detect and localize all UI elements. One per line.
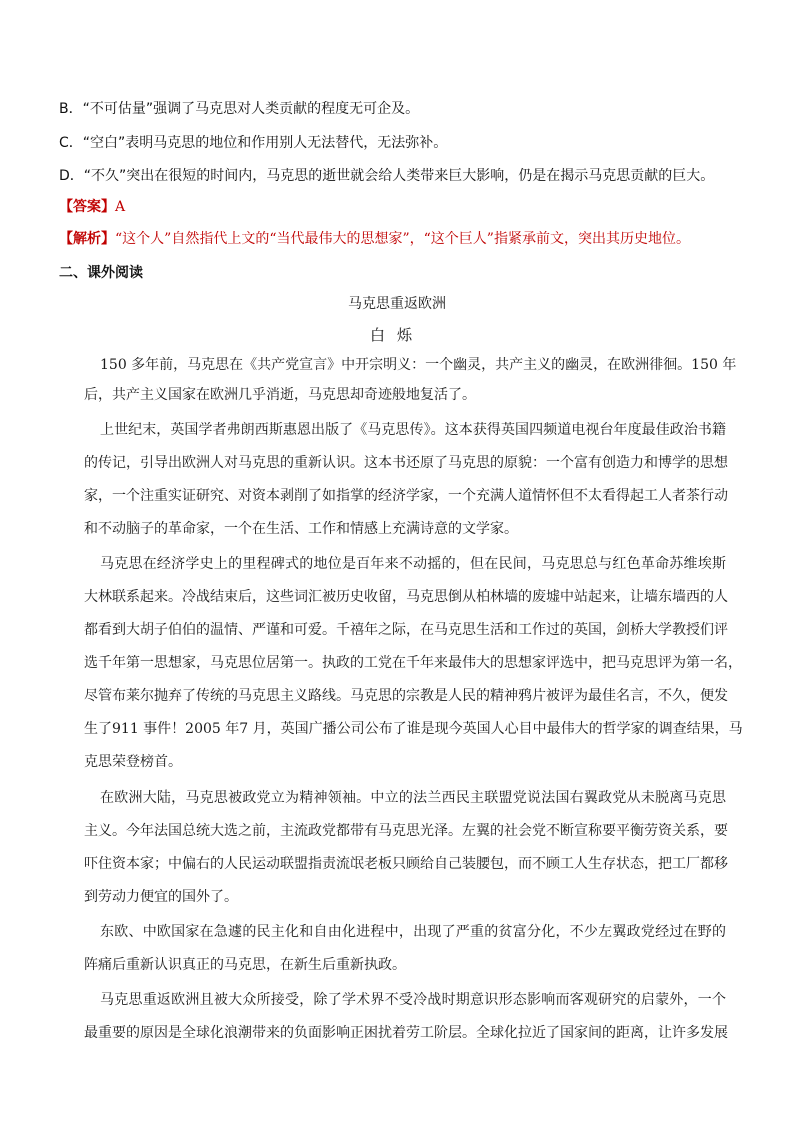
paragraph-line: 的传记，引导出欧洲人对马克思的重新认识。这本书还原了马克思的原貌：一个富有创造力和博学的思想 <box>84 455 728 471</box>
paragraph-line: 到劳动力便宜的国外了。 <box>84 889 238 905</box>
paragraph-line: 克思荣登榜首。 <box>84 754 182 770</box>
paragraph-line: 马克思重返欧洲且被大众所接受，除了学术界不受冷战时期意识形态影响而客观研究的启蒙外，一个 <box>100 992 726 1008</box>
answer-label: 【答案】 <box>59 199 115 215</box>
section-heading: 二、课外阅读 <box>59 265 143 281</box>
paragraph-line: 家，一个注重实证研究、对资本剥削了如指掌的经济学家，一个充满人道情怀但不太看得起工人者茶行动 <box>84 488 728 504</box>
option-b: B．“不可估量”强调了马克思对人类贡献的程度无可企及。 <box>59 101 420 117</box>
paragraph-line: 后，共产主义国家在欧洲几乎消逝，马克思却奇迹般地复活了。 <box>84 387 476 403</box>
analysis-label: 【解析】 <box>59 231 115 247</box>
option-c: C．“空白”表明马克思的地位和作用别人无法替代，无法弥补。 <box>59 135 448 151</box>
analysis-text: “这个人”自然指代上文的“当代最伟大的思想家”，“这个巨人”指紧承前文，突出其历史地位。 <box>115 231 690 247</box>
paragraph-line: 150 多年前，马克思在《共产党宣言》中开宗明义：一个幽灵，共产主义的幽灵，在欧洲徘徊。150 年 <box>100 357 737 373</box>
answer-value: A <box>115 199 126 215</box>
paragraph-line: 马克思在经济学史上的里程碑式的地位是百年来不动摇的，但在民间，马克思总与红色革命苏维埃斯 <box>100 556 726 572</box>
paragraph-line: 选千年第一思想家，马克思位居第一。执政的工党在千年来最伟大的思想家评选中，把马克思评为第一名， <box>84 655 742 671</box>
analysis-line <box>59 229 690 249</box>
paragraph-line: 东欧、中欧国家在急遽的民主化和自由化进程中，出现了严重的贫富分化，不少左翼政党经过在野的 <box>100 924 726 940</box>
paragraph-line: 上世纪末，英国学者弗朗西斯惠恩出版了《马克思传》。这本获得英国四频道电视台年度最佳政治书籍 <box>100 422 726 438</box>
paragraph-line: 和不动脑子的革命家，一个在生活、工作和情感上充满诗意的文学家。 <box>84 521 518 537</box>
paragraph-line: 在欧洲大陆，马克思被政党立为精神领袖。中立的法兰西民主联盟党说法国右翼政党从未脱离马克思 <box>100 790 726 806</box>
paragraph-line: 尽管布莱尔抛弃了传统的马克思主义路线。马克思的宗教是人民的精神鸦片被评为最佳名言，不久，便发 <box>84 688 728 704</box>
paragraph-line: 都看到大胡子伯伯的温情、严谨和可爱。千禧年之际，在马克思生活和工作过的英国，剑桥大学教授们评 <box>84 622 728 638</box>
article-title: 马克思重返欧洲 <box>348 296 446 312</box>
paragraph-line: 大林联系起来。冷战结束后，这些词汇被历史收留，马克思倒从柏林墙的废墟中站起来，让墙东墙西的人 <box>84 589 728 605</box>
paragraph-line: 最重要的原因是全球化浪潮带来的负面影响正困扰着劳工阶层。全球化拉近了国家间的距离，让许多发展 <box>84 1025 728 1041</box>
paragraph-line: 生了911 事件！2005 年7 月，英国广播公司公布了谁是现今英国人心目中最伟大的哲学家的调查结果，马 <box>84 721 743 737</box>
answer-line <box>59 197 125 217</box>
article-author: 白烁 <box>369 326 424 344</box>
paragraph-line: 主义。今年法国总统大选之前，主流政党都带有马克思光泽。左翼的社会党不断宣称要平衡劳资关系，要 <box>84 823 728 839</box>
paragraph-line: 吓住资本家；中偏右的人民运动联盟指责流氓老板只顾给自己装腰包，而不顾工人生存状态，把工厂都移 <box>84 856 728 872</box>
paragraph-line: 阵痛后重新认识真正的马克思，在新生后重新执政。 <box>84 957 406 973</box>
option-d: D．“不久”突出在很短的时间内，马克思的逝世就会给人类带来巨大影响，仍是在揭示马克思贡献的巨大。 <box>59 168 715 184</box>
